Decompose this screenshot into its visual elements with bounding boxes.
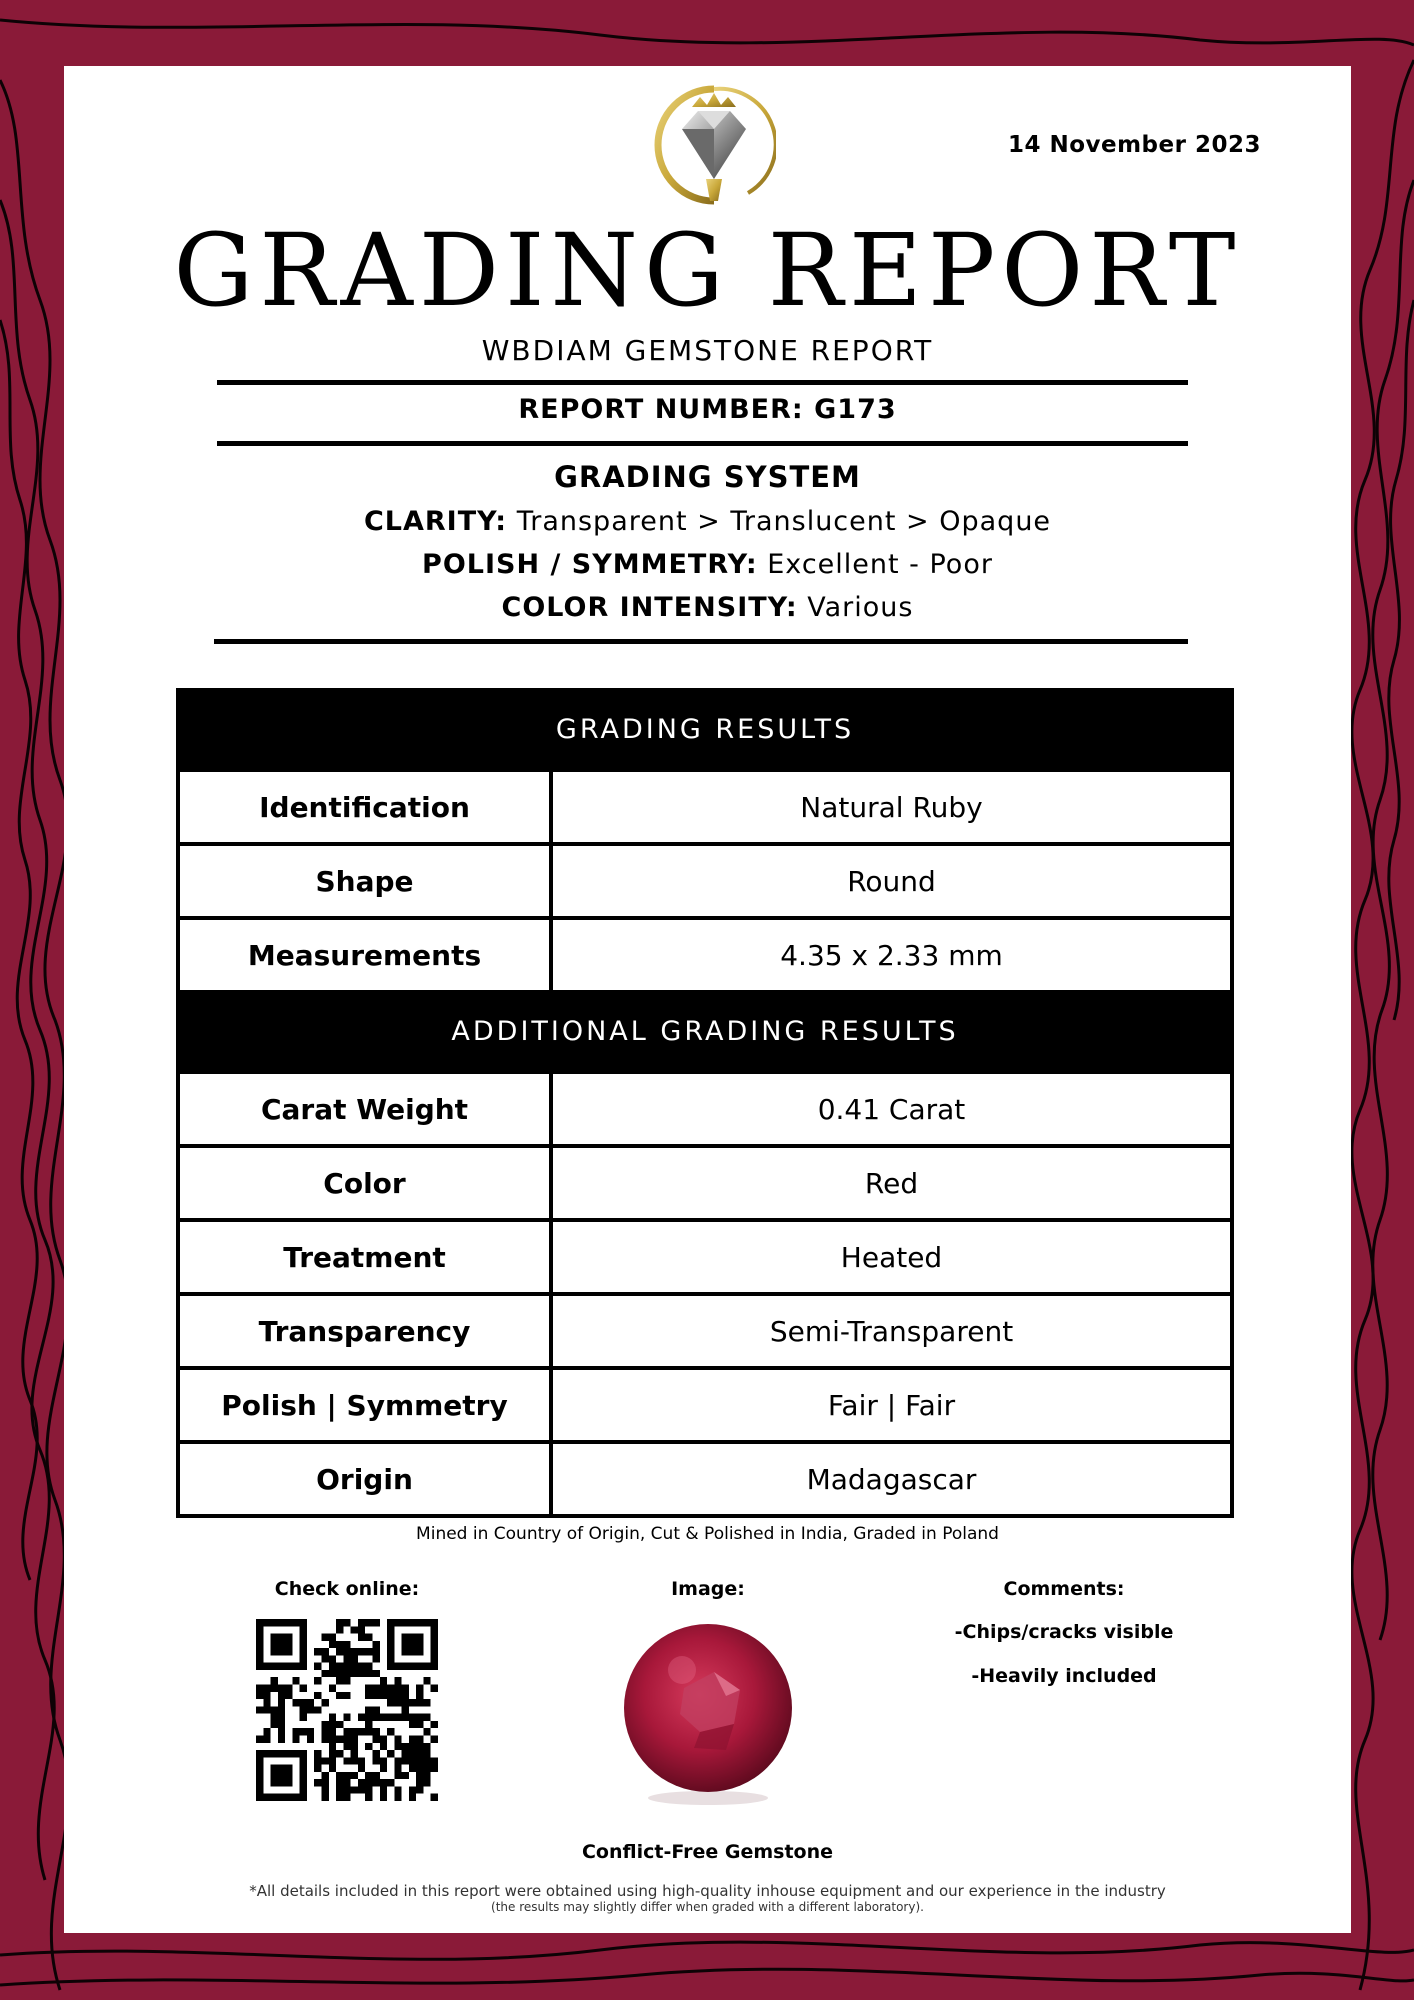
row-value: Round [553,842,1230,916]
report-number: REPORT NUMBER: G173 [518,394,897,425]
grading-results-heading: GRADING RESULTS [180,692,1230,768]
row-key: Treatment [180,1218,553,1292]
row-value: Red [553,1144,1230,1218]
table-row [180,842,1230,916]
row-key: Identification [180,768,553,842]
row-key: Origin [180,1440,553,1514]
table-row [180,916,1230,990]
report-subtitle: WBDIAM GEMSTONE REPORT [481,334,934,367]
divider [214,639,1188,644]
conflict-free-label: Conflict-Free Gemstone [581,1841,833,1863]
disclaimer: *All details included in this report were obtained using high-quality inhouse equipment and our experience in the industry [249,1882,1166,1900]
color-intensity-value: Various [807,592,914,623]
grading-system-polish [64,549,1351,580]
page-title: GRADING REPORT [173,212,1242,329]
row-key: Shape [180,842,553,916]
row-key: Measurements [180,916,553,990]
grading-system-clarity [64,506,1351,537]
row-key: Carat Weight [180,1070,553,1144]
table-row [180,1144,1230,1218]
report-sheet [64,66,1351,1933]
image-label: Image: [671,1578,745,1600]
additional-results-heading: ADDITIONAL GRADING RESULTS [180,990,1230,1070]
table-row [180,1292,1230,1366]
table-row [180,1218,1230,1292]
table-row [180,1366,1230,1440]
divider [217,380,1188,385]
row-value: Heated [553,1218,1230,1292]
ruby-gem-image [622,1620,794,1808]
clarity-value: Transparent > Translucent > Opaque [516,506,1052,537]
table-row [180,1070,1230,1144]
check-online-label: Check online: [274,1578,420,1600]
row-key: Transparency [180,1292,553,1366]
comment-item: -Chips/cracks visible [954,1621,1174,1643]
row-key: Color [180,1144,553,1218]
grading-system-heading: GRADING SYSTEM [554,460,861,494]
row-value: 0.41 Carat [553,1070,1230,1144]
crown-diamond-logo-icon [652,83,776,207]
row-value: Madagascar [553,1440,1230,1514]
clarity-label: CLARITY: [363,506,508,537]
grading-results-table [176,688,1234,1518]
row-key: Polish | Symmetry [180,1366,553,1440]
grading-system-color-intensity [64,592,1351,623]
report-date: 14 November 2023 [1007,132,1261,158]
row-value: Semi-Transparent [553,1292,1230,1366]
disclaimer-note: (the results may slightly differ when graded with a different laboratory). [491,1900,924,1914]
divider [217,441,1188,446]
row-value: 4.35 x 2.33 mm [553,916,1230,990]
table-row [180,1440,1230,1514]
polish-value: Excellent - Poor [767,549,993,580]
row-value: Fair | Fair [553,1366,1230,1440]
comment-item: -Heavily included [971,1665,1157,1687]
color-intensity-label: COLOR INTENSITY: [501,592,798,623]
polish-label: POLISH / SYMMETRY: [422,549,758,580]
comments-label: Comments: [1003,1578,1125,1600]
qr-code-icon[interactable] [256,1619,438,1801]
origin-note: Mined in Country of Origin, Cut & Polished in India, Graded in Poland [416,1524,999,1544]
table-row [180,768,1230,842]
row-value: Natural Ruby [553,768,1230,842]
